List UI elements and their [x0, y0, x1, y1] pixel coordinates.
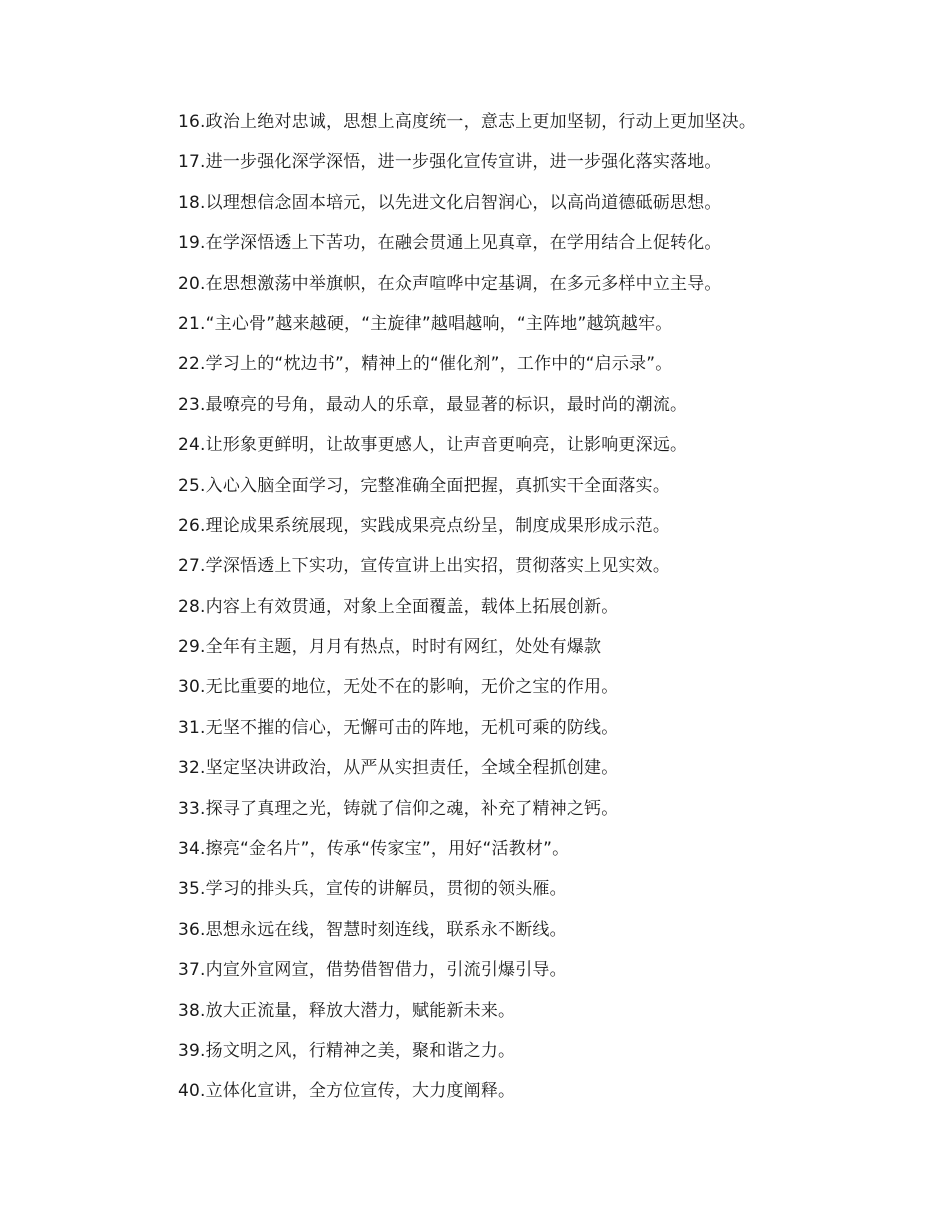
numbered-phrase-list [178, 108, 918, 1118]
list-item: 39.扬文明之风，行精神之美，聚和谐之力。 [178, 1040, 516, 1061]
list-item: 23.最嘹亮的号角，最动人的乐章，最显著的标识，最时尚的潮流。 [178, 394, 688, 415]
list-item: 28.内容上有效贯通，对象上全面覆盖，载体上拓展创新。 [178, 596, 619, 617]
list-item: 33.探寻了真理之光，铸就了信仰之魂，补充了精神之钙。 [178, 798, 619, 819]
list-item: 17.进一步强化深学深悟，进一步强化宣传宣讲，进一步强化落实落地。 [178, 152, 722, 173]
list-item: 26.理论成果系统展现，实践成果亮点纷呈，制度成果形成示范。 [178, 515, 671, 536]
list-item: 25.入心入脑全面学习，完整准确全面把握，真抓实干全面落实。 [178, 475, 671, 496]
list-item: 36.思想永远在线，智慧时刻连线，联系永不断线。 [178, 919, 567, 940]
list-item: 20.在思想激荡中举旗帜，在众声喧哗中定基调，在多元多样中立主导。 [178, 273, 722, 294]
list-item: 16.政治上绝对忠诚，思想上高度统一，意志上更加坚韧，行动上更加坚决。 [178, 112, 757, 132]
list-item: 35.学习的排头兵，宣传的讲解员，贯彻的领头雁。 [178, 879, 567, 900]
list-item: 37.内宣外宣网宣，借势借智借力，引流引爆引导。 [178, 960, 567, 981]
list-item: 21.“主心骨”越来越硬，“主旋律”越唱越响，“主阵地”越筑越牢。 [178, 313, 673, 334]
list-item: 27.学深悟透上下实功，宣传宣讲上出实招，贯彻落实上见实效。 [178, 556, 671, 577]
list-item: 34.擦亮“金名片”，传承“传家宝”，用好“活教材”。 [178, 839, 570, 860]
list-item: 31.无坚不摧的信心，无懈可击的阵地，无机可乘的防线。 [178, 717, 619, 738]
list-item: 24.让形象更鲜明，让故事更感人，让声音更响亮，让影响更深远。 [178, 435, 688, 456]
list-item: 22.学习上的“枕边书”，精神上的“催化剂”，工作中的“启示录”。 [178, 354, 673, 375]
list-item: 18.以理想信念固本培元，以先进文化启智润心，以高尚道德砥砺思想。 [178, 192, 722, 213]
list-item: 40.立体化宣讲，全方位宣传，大力度阐释。 [178, 1081, 516, 1102]
list-item: 19.在学深悟透上下苦功，在融会贯通上见真章，在学用结合上促转化。 [178, 233, 722, 254]
list-item: 30.无比重要的地位，无处不在的影响，无价之宝的作用。 [178, 677, 619, 698]
list-item: 38.放大正流量，释放大潜力，赋能新未来。 [178, 1000, 516, 1021]
list-item: 32.坚定坚决讲政治，从严从实担责任，全域全程抓创建。 [178, 758, 619, 779]
list-item: 29.全年有主题，月月有热点，时时有网红，处处有爆款 [178, 637, 602, 658]
